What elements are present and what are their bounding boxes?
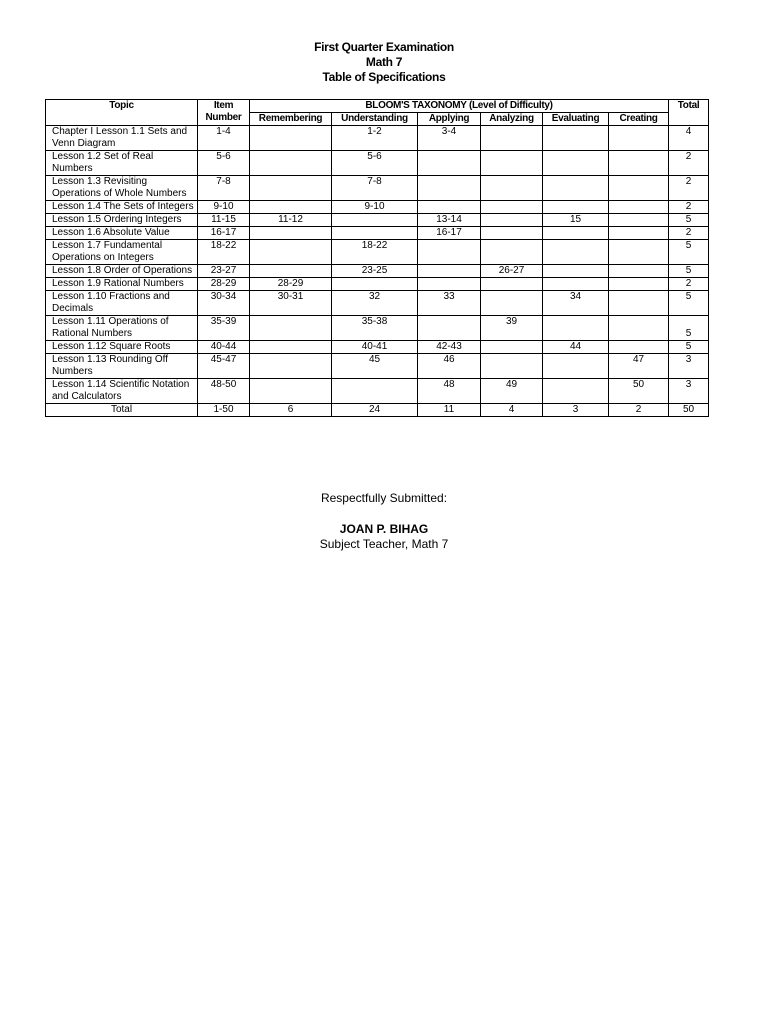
totals-remembering-cell: 6 (250, 404, 332, 417)
creating-cell (609, 240, 669, 265)
table-row (46, 126, 709, 151)
item-number-cell: 18-22 (198, 240, 250, 265)
total-cell: 5 (669, 265, 709, 278)
applying-cell (418, 316, 481, 341)
analyzing-cell (481, 278, 543, 291)
creating-cell (609, 227, 669, 240)
creating-cell (609, 278, 669, 291)
evaluating-cell: 34 (543, 291, 609, 316)
topic-cell: Lesson 1.2 Set of Real Numbers (46, 151, 198, 176)
table-row (46, 265, 709, 278)
teacher-role: Subject Teacher, Math 7 (319, 537, 449, 551)
remembering-cell (250, 227, 332, 240)
table-row (46, 278, 709, 291)
understanding-cell: 32 (332, 291, 418, 316)
understanding-cell: 1-2 (332, 126, 418, 151)
header-total: Total (669, 100, 709, 126)
applying-cell (418, 176, 481, 201)
analyzing-cell: 39 (481, 316, 543, 341)
item-number-cell: 40-44 (198, 341, 250, 354)
header-topic: Topic (46, 100, 198, 126)
creating-cell (609, 126, 669, 151)
table-row (46, 240, 709, 265)
understanding-cell: 18-22 (332, 240, 418, 265)
remembering-cell: 28-29 (250, 278, 332, 291)
table-row (46, 316, 709, 341)
item-number-cell: 35-39 (198, 316, 250, 341)
exam-title: First Quarter Examination (314, 40, 454, 54)
analyzing-cell: 26-27 (481, 265, 543, 278)
applying-cell (418, 240, 481, 265)
item-number-cell: 23-27 (198, 265, 250, 278)
totals-understanding-cell: 24 (332, 404, 418, 417)
total-cell: 2 (669, 151, 709, 176)
evaluating-cell: 15 (543, 214, 609, 227)
applying-cell: 46 (418, 354, 481, 379)
table-row (46, 201, 709, 214)
remembering-cell (250, 379, 332, 404)
total-cell: 5 (669, 341, 709, 354)
topic-cell: Lesson 1.3 Revisiting Operations of Whole Numbers (46, 176, 198, 201)
creating-cell: 50 (609, 379, 669, 404)
item-number-cell: 28-29 (198, 278, 250, 291)
understanding-cell (332, 214, 418, 227)
evaluating-cell (543, 126, 609, 151)
topic-cell: Lesson 1.4 The Sets of Integers (46, 201, 198, 214)
analyzing-cell (481, 291, 543, 316)
creating-cell: 47 (609, 354, 669, 379)
total-cell: 5 (669, 214, 709, 227)
remembering-cell: 30-31 (250, 291, 332, 316)
item-number-cell: 30-34 (198, 291, 250, 316)
topic-cell: Lesson 1.7 Fundamental Operations on Integers (46, 240, 198, 265)
item-number-cell: 16-17 (198, 227, 250, 240)
grand-total-cell: 50 (669, 404, 709, 417)
remembering-cell (250, 316, 332, 341)
creating-cell (609, 214, 669, 227)
item-number-cell: 48-50 (198, 379, 250, 404)
evaluating-cell (543, 151, 609, 176)
table-body (46, 126, 709, 417)
understanding-cell: 23-25 (332, 265, 418, 278)
topic-cell: Lesson 1.13 Rounding Off Numbers (46, 354, 198, 379)
topic-cell: Lesson 1.5 Ordering Integers (46, 214, 198, 227)
analyzing-cell (481, 176, 543, 201)
topic-cell: Lesson 1.11 Operations of Rational Numbers (46, 316, 198, 341)
evaluating-cell (543, 240, 609, 265)
total-cell: 4 (669, 126, 709, 151)
item-number-cell: 9-10 (198, 201, 250, 214)
item-number-cell: 11-15 (198, 214, 250, 227)
header-applying: Applying (418, 113, 481, 126)
remembering-cell (250, 151, 332, 176)
analyzing-cell (481, 214, 543, 227)
applying-cell: 16-17 (418, 227, 481, 240)
understanding-cell (332, 278, 418, 291)
analyzing-cell (481, 354, 543, 379)
understanding-cell (332, 379, 418, 404)
total-cell: 5 (669, 240, 709, 265)
analyzing-cell (481, 341, 543, 354)
understanding-cell: 5-6 (332, 151, 418, 176)
item-number-cell: 1-4 (198, 126, 250, 151)
totals-creating-cell: 2 (609, 404, 669, 417)
totals-items-cell: 1-50 (198, 404, 250, 417)
remembering-cell (250, 201, 332, 214)
topic-cell: Lesson 1.10 Fractions and Decimals (46, 291, 198, 316)
topic-cell: Lesson 1.6 Absolute Value (46, 227, 198, 240)
subject-title: Math 7 (365, 55, 403, 69)
understanding-cell (332, 227, 418, 240)
creating-cell (609, 291, 669, 316)
remembering-cell: 11-12 (250, 214, 332, 227)
total-cell: 5 (669, 316, 709, 341)
remembering-cell (250, 126, 332, 151)
evaluating-cell (543, 278, 609, 291)
evaluating-cell (543, 265, 609, 278)
total-cell: 2 (669, 227, 709, 240)
total-cell: 2 (669, 201, 709, 214)
applying-cell: 42-43 (418, 341, 481, 354)
table-row (46, 151, 709, 176)
topic-cell: Lesson 1.14 Scientific Notation and Calculators (46, 379, 198, 404)
creating-cell (609, 151, 669, 176)
analyzing-cell: 49 (481, 379, 543, 404)
analyzing-cell (481, 227, 543, 240)
totals-label-cell: Total (46, 404, 198, 417)
total-cell: 3 (669, 379, 709, 404)
table-row (46, 291, 709, 316)
header-creating: Creating (609, 113, 669, 126)
total-cell: 2 (669, 176, 709, 201)
table-row (46, 354, 709, 379)
document-header (0, 40, 768, 85)
analyzing-cell (481, 126, 543, 151)
understanding-cell: 9-10 (332, 201, 418, 214)
signature-block (0, 491, 768, 552)
creating-cell (609, 316, 669, 341)
applying-cell: 13-14 (418, 214, 481, 227)
remembering-cell (250, 341, 332, 354)
totals-analyzing-cell: 4 (481, 404, 543, 417)
table-row (46, 214, 709, 227)
header-evaluating: Evaluating (543, 113, 609, 126)
remembering-cell (250, 265, 332, 278)
table-row (46, 341, 709, 354)
table-row (46, 227, 709, 240)
remembering-cell (250, 354, 332, 379)
total-cell: 2 (669, 278, 709, 291)
applying-cell: 3-4 (418, 126, 481, 151)
table-row (46, 379, 709, 404)
totals-row (46, 404, 709, 417)
teacher-name: JOAN P. BIHAG (339, 522, 429, 536)
analyzing-cell (481, 201, 543, 214)
totals-applying-cell: 11 (418, 404, 481, 417)
item-number-cell: 5-6 (198, 151, 250, 176)
applying-cell (418, 278, 481, 291)
header-item-number: Item Number (198, 100, 250, 126)
creating-cell (609, 176, 669, 201)
header-remembering: Remembering (250, 113, 332, 126)
evaluating-cell (543, 201, 609, 214)
evaluating-cell (543, 316, 609, 341)
creating-cell (609, 201, 669, 214)
totals-evaluating-cell: 3 (543, 404, 609, 417)
total-cell: 5 (669, 291, 709, 316)
creating-cell (609, 265, 669, 278)
remembering-cell (250, 176, 332, 201)
table-row (46, 176, 709, 201)
evaluating-cell (543, 379, 609, 404)
table-of-specifications (45, 99, 709, 417)
understanding-cell: 7-8 (332, 176, 418, 201)
header-understanding: Understanding (332, 113, 418, 126)
evaluating-cell: 44 (543, 341, 609, 354)
topic-cell: Lesson 1.8 Order of Operations (46, 265, 198, 278)
evaluating-cell (543, 354, 609, 379)
applying-cell: 48 (418, 379, 481, 404)
analyzing-cell (481, 151, 543, 176)
understanding-cell: 35-38 (332, 316, 418, 341)
topic-cell: Lesson 1.12 Square Roots (46, 341, 198, 354)
remembering-cell (250, 240, 332, 265)
item-number-cell: 7-8 (198, 176, 250, 201)
applying-cell (418, 265, 481, 278)
evaluating-cell (543, 176, 609, 201)
item-number-cell: 45-47 (198, 354, 250, 379)
topic-cell: Lesson 1.9 Rational Numbers (46, 278, 198, 291)
applying-cell (418, 151, 481, 176)
submitted-label: Respectfully Submitted: (320, 491, 448, 505)
understanding-cell: 45 (332, 354, 418, 379)
creating-cell (609, 341, 669, 354)
topic-cell: Chapter I Lesson 1.1 Sets and Venn Diagram (46, 126, 198, 151)
total-cell: 3 (669, 354, 709, 379)
header-bloom-taxonomy: BLOOM'S TAXONOMY (Level of Difficulty) (250, 100, 669, 113)
document-title: Table of Specifications (322, 70, 446, 84)
applying-cell (418, 201, 481, 214)
understanding-cell: 40-41 (332, 341, 418, 354)
applying-cell: 33 (418, 291, 481, 316)
analyzing-cell (481, 240, 543, 265)
evaluating-cell (543, 227, 609, 240)
header-analyzing: Analyzing (481, 113, 543, 126)
